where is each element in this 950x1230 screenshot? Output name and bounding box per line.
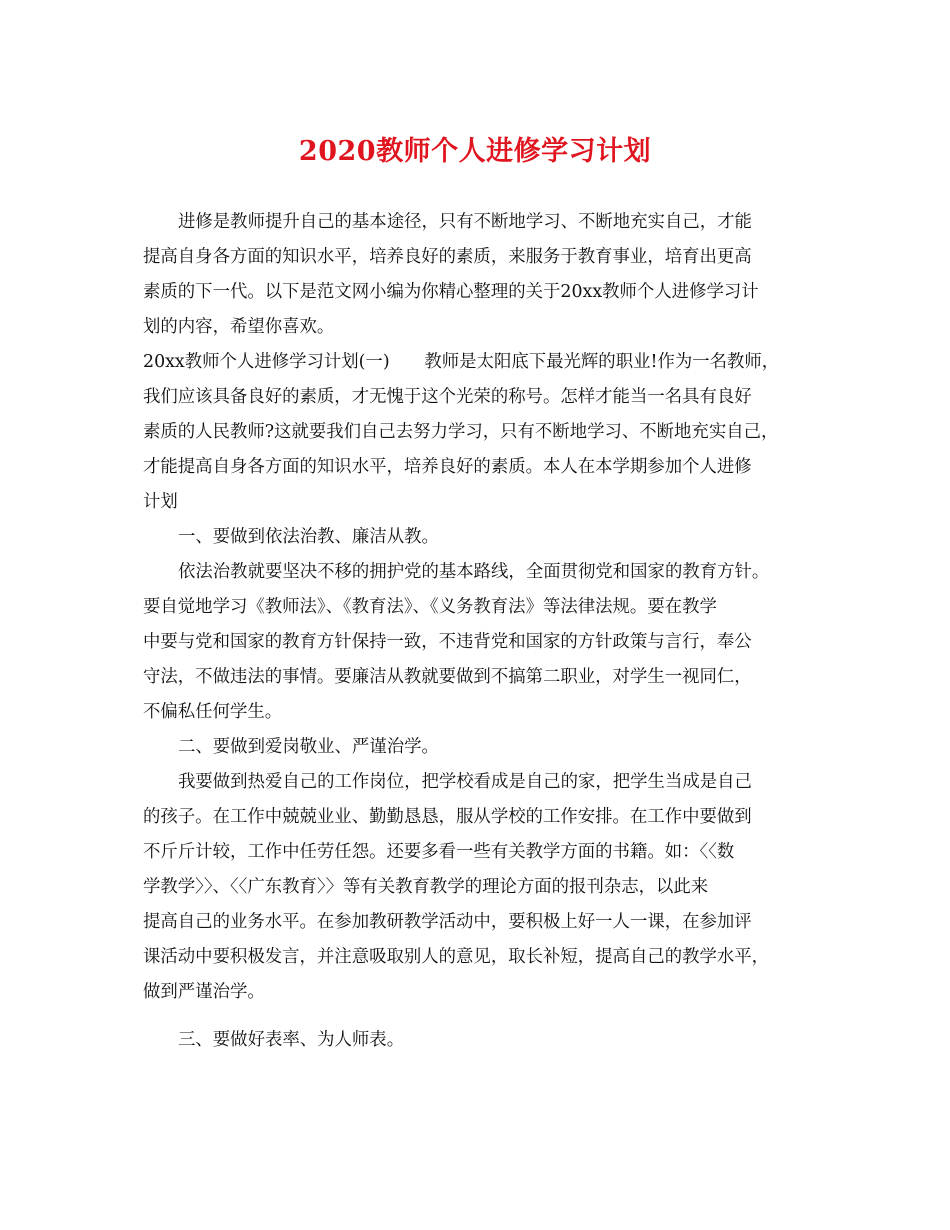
paragraph-line: 才能提高自身各方面的知识水平，培养良好的素质。本人在本学期参加个人进修	[143, 457, 752, 477]
section-heading: 二、要做到爱岗敬业、严谨治学。	[178, 737, 439, 757]
paragraph-line: 我要做到热爱自己的工作岗位，把学校看成是自己的家，把学生当成是自己	[178, 772, 752, 792]
paragraph-line: 守法，不做违法的事情。要廉洁从教就要做到不搞第二职业，对学生一视同仁，	[143, 667, 752, 687]
paragraph-line: 要自觉地学习《教师法》、《教育法》、《义务教育法》等法律法规。要在教学	[143, 597, 717, 617]
paragraph-line: 20xx教师个人进修学习计划(一) 教师是太阳底下最光辉的职业!作为一名教师，	[143, 352, 780, 372]
paragraph-line: 划的内容，希望你喜欢。	[143, 317, 335, 337]
paragraph-line: 中要与党和国家的教育方针保持一致，不违背党和国家的方针政策与言行，奉公	[143, 632, 752, 652]
document-title: 2020教师个人进修学习计划	[298, 136, 652, 167]
paragraph-line: 素质的人民教师?这就要我们自己去努力学习，只有不断地学习、不断地充实自己，	[143, 422, 779, 442]
paragraph-line: 提高自己的业务水平。在参加教研教学活动中，要积极上好一人一课，在参加评	[143, 912, 752, 932]
paragraph-line: 的孩子。在工作中兢兢业业、勤勤恳恳，服从学校的工作安排。在工作中要做到	[143, 807, 752, 827]
paragraph-line: 计划	[143, 492, 178, 512]
paragraph-line: 提高自身各方面的知识水平，培养良好的素质，来服务于教育事业，培育出更高	[143, 247, 752, 267]
paragraph-line: 依法治教就要坚决不移的拥护党的基本路线，全面贯彻党和国家的教育方针。	[178, 562, 770, 582]
section-heading: 一、要做到依法治教、廉洁从教。	[178, 527, 439, 547]
paragraph-line: 学教学〉〉、〈〈广东教育〉〉等有关教育教学的理论方面的报刊杂志，以此来	[143, 877, 709, 897]
paragraph-line: 我们应该具备良好的素质，才无愧于这个光荣的称号。怎样才能当一名具有良好	[143, 387, 752, 407]
paragraph-line: 不偏私任何学生。	[143, 702, 283, 722]
paragraph-line: 不斤斤计较，工作中任劳任怨。还要多看一些有关教学方面的书籍。如：〈〈数	[143, 842, 735, 862]
section-heading: 三、要做好表率、为人师表。	[178, 1030, 405, 1050]
paragraph-line: 课活动中要积极发言，并注意吸取别人的意见，取长补短，提高自己的教学水平，	[143, 947, 770, 967]
paragraph-line: 进修是教师提升自己的基本途径，只有不断地学习、不断地充实自己，才能	[178, 212, 752, 232]
paragraph-line: 做到严谨治学。	[143, 982, 265, 1002]
paragraph-line: 素质的下一代。以下是范文网小编为你精心整理的关于20xx教师个人进修学习计	[143, 282, 759, 302]
